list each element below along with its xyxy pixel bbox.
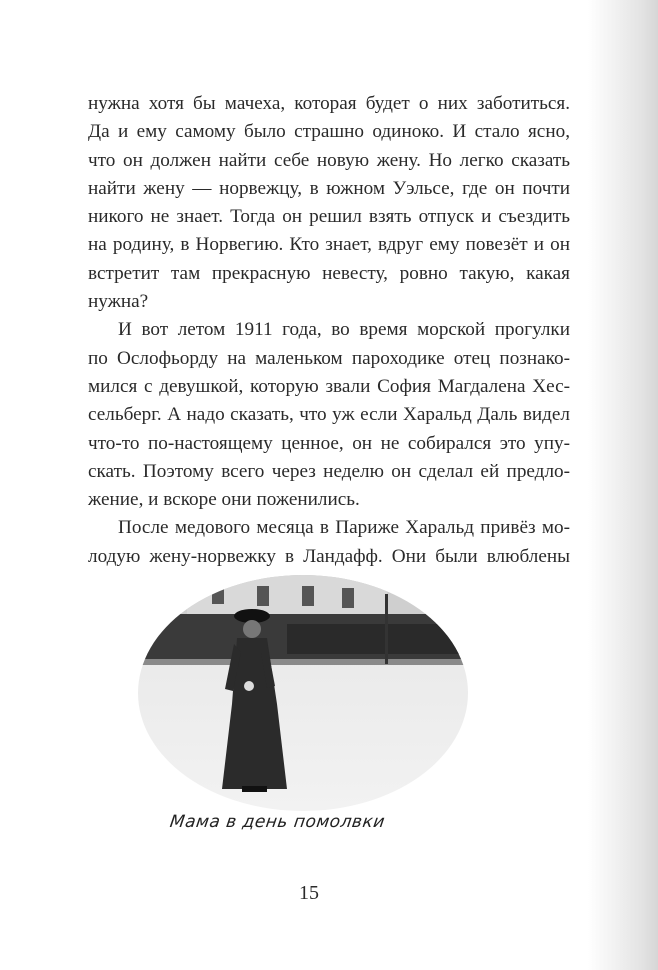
- page-number: 15: [299, 882, 319, 904]
- text-line: После медового месяца в Париже Харальд привёз мо-: [118, 517, 570, 539]
- text-line: мился с девушкой, которую звали София Магдалена Хес-: [88, 375, 570, 397]
- text-line: что-то по-настоящему ценное, он не собирался это упу-: [88, 432, 570, 454]
- text-line: найти жену — норвежцу, в южном Уэльсе, где он почти: [88, 177, 570, 199]
- photo-caption: Мама в день помолвки: [168, 812, 387, 832]
- body-text: [88, 90, 570, 571]
- text-line: нужна хотя бы мачеха, которая будет о них заботиться.: [88, 93, 570, 114]
- photo-mother-engagement: [137, 574, 469, 812]
- text-line: жение, и вскоре они поженились.: [88, 489, 360, 511]
- text-line: встретит там прекрасную невесту, ровно такую, какая: [88, 262, 570, 284]
- text-line: скать. Поэтому всего через неделю он сделал ей предло-: [88, 460, 570, 482]
- text-line: сельберг. А надо сказать, что уж если Харальд Даль видел: [88, 404, 570, 426]
- text-line: И вот летом 1911 года, во время морской прогулки: [118, 319, 570, 341]
- text-line: нужна?: [88, 291, 149, 313]
- text-line: лодую жену-норвежку в Ландафф. Они были влюблены: [88, 545, 570, 567]
- text-line: Да и ему самому было страшно одиноко. И стало ясно,: [88, 121, 570, 143]
- text-line: что он должен найти себе новую жену. Но легко сказать: [88, 149, 570, 171]
- page-edge-shadow: [588, 0, 658, 970]
- text-line: по Ослофьорду на маленьком пароходике отец познако-: [88, 347, 570, 369]
- text-line: на родину, в Норвегию. Кто знает, вдруг ему повезёт и он: [88, 234, 570, 256]
- text-line: никого не знает. Тогда он решил взять отпуск и съездить: [88, 206, 570, 228]
